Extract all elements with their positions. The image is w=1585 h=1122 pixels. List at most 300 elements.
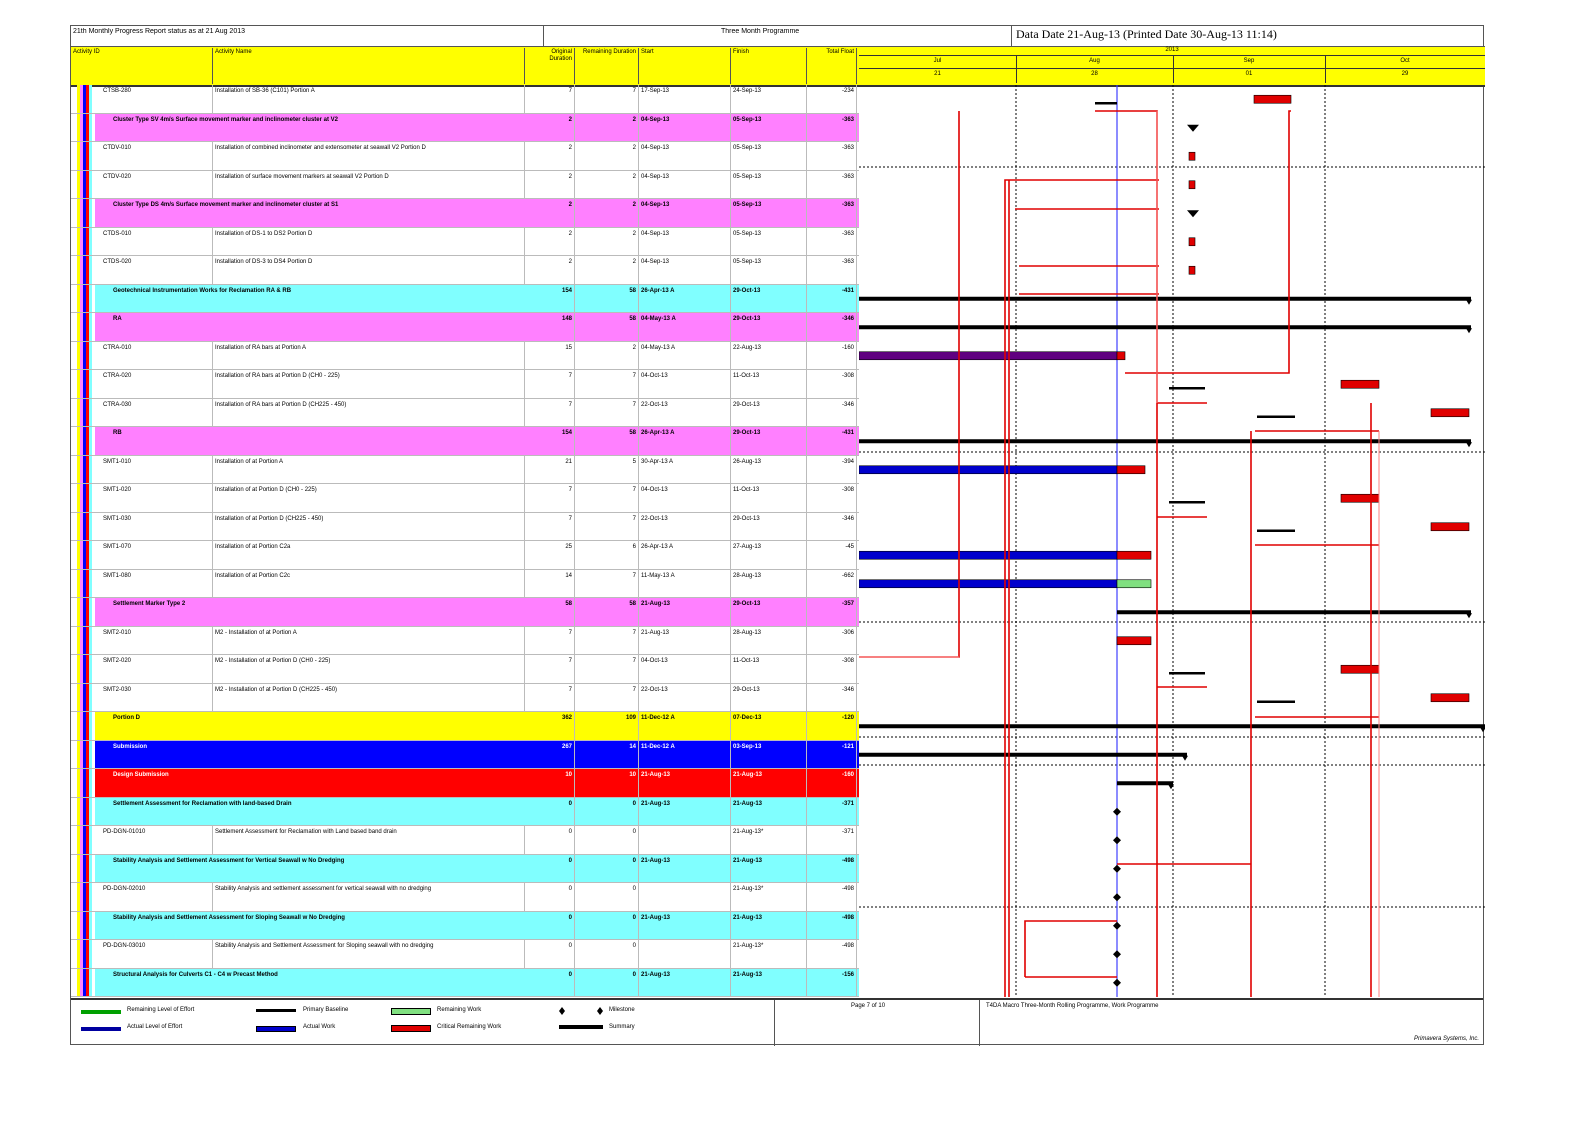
wbs-row[interactable] [71,769,859,798]
col-start[interactable]: Start [639,48,731,84]
cell-id: SMT2-030 [101,684,213,712]
cell-start: 11-May-13 A [639,570,731,598]
critical-bar [1341,494,1379,502]
cell-start: 04-Oct-13 [639,655,731,683]
cell-start: 04-Sep-13 [639,228,731,256]
actual-bar [859,352,1117,360]
activity-row[interactable] [71,484,859,513]
project-name: T4DA Macro Three-Month Rolling Programme, Work Programme [986,1003,1159,1009]
cell-name: Installation of at Portion C2a [213,541,525,569]
cell-start: 26-Apr-13 A [639,427,731,455]
activity-row[interactable] [71,655,859,684]
wbs-level-stripe [89,427,92,455]
cell-name: Cluster Type DS 4m/s Surface movement marker and inclinometer cluster at S1 [113,202,339,208]
wbs-level-stripe [89,342,92,370]
wbs-row[interactable] [71,798,859,827]
cell-tf: -308 [807,370,857,398]
activity-row[interactable] [71,541,859,570]
month-label: Jul [933,58,942,64]
wbs-level-stripe [89,85,92,113]
cell-tf: -346 [807,684,857,712]
cell-od: 362 [525,712,575,740]
cell-tf: -346 [807,313,857,341]
cell-name: Stability Analysis and Settlement Assessment for Sloping Seawall w No Dredging [113,914,345,921]
relationship-line [859,111,959,657]
wbs-level-stripe [89,855,92,883]
relationship-line [1125,111,1291,373]
wbs-level-stripe [89,627,92,655]
cell-id: SMT1-080 [101,570,213,598]
wbs-row[interactable] [71,114,859,143]
cell-start: 21-Aug-13 [639,769,731,797]
critical-bar [1189,181,1195,189]
cell-finish: 29-Oct-13 [731,313,807,341]
cell-id: CTDS-010 [101,228,213,256]
legend-actual-work: Actual Work [303,1024,336,1030]
cell-finish: 28-Aug-13 [731,627,807,655]
activity-row[interactable] [71,513,859,542]
cell-name: M2 - Installation of at Portion D (CH225 - 450) [213,684,525,712]
baseline-swatch [256,1009,296,1012]
critical-bar [1341,380,1379,388]
cell-name: Stability Analysis and Settlement Assessment for Vertical Seawall w No Dredging [113,857,345,864]
wbs-level-stripe [89,570,92,598]
activity-row[interactable] [71,256,859,285]
remaining-work-swatch [391,1008,431,1015]
cell-tf: -498 [807,912,857,940]
cell-finish: 27-Aug-13 [731,541,807,569]
cell-name: Installation of RA bars at Portion D (CH0 - 225) [213,370,525,398]
cell-finish: 28-Aug-13 [731,570,807,598]
cell-tf: -431 [807,285,857,313]
relationship-line [1025,921,1117,977]
month-label: Sep [1243,58,1255,64]
cell-od: 154 [525,427,575,455]
cell-name: Settlement Assessment for Reclamation with Land based band drain [213,826,525,854]
activity-row[interactable] [71,171,859,200]
cell-od: 148 [525,313,575,341]
cell-rd: 7 [575,399,639,427]
cell-rd: 0 [575,798,639,826]
activity-row[interactable] [71,684,859,713]
legend-remaining-loe: Remaining Level of Effort [127,1007,195,1013]
wbs-level-stripe [89,684,92,712]
cell-od: 10 [525,769,575,797]
cell-od: 2 [525,114,575,142]
critical-bar [1117,637,1151,645]
wbs-row[interactable] [71,598,859,627]
col-remaining-duration[interactable]: Remaining Duration [575,48,639,84]
cell-tf: -363 [807,142,857,170]
month-band [859,56,1485,69]
cell-start: 04-May-13 A [639,342,731,370]
remaining-loe-swatch [81,1010,121,1014]
month-separator [1016,56,1017,83]
cell-rd: 0 [575,912,639,940]
cell-rd: 58 [575,598,639,626]
cell-finish: 11-Oct-13 [731,484,807,512]
summary-swatch-icon [559,1025,603,1029]
cell-id: PD-DGN-02010 [101,883,213,911]
cell-start: 04-Sep-13 [639,171,731,199]
critical-bar [1431,523,1469,531]
cell-start: 22-Oct-13 [639,684,731,712]
cell-name: Installation of DS-3 to DS4 Portion D [213,256,525,284]
critical-bar [1431,409,1469,417]
cell-finish: 21-Aug-13* [731,826,807,854]
cell-od: 2 [525,142,575,170]
report-sheet [70,25,1484,1045]
footer-divider [774,1000,775,1046]
cell-id: CTRA-030 [101,399,213,427]
col-total-float[interactable]: Total Float [807,48,857,84]
summary-end-icon [1480,727,1485,732]
cell-name: Installation of at Portion A [213,456,525,484]
cell-start: 04-Sep-13 [639,199,731,227]
cell-tf: -394 [807,456,857,484]
cell-start: 04-Sep-13 [639,256,731,284]
activity-row[interactable] [71,826,859,855]
summary-end-icon [1466,613,1472,618]
summary-bar [859,753,1187,757]
relationship-line [1005,180,1019,997]
cell-rd: 2 [575,228,639,256]
cell-id: CTRA-010 [101,342,213,370]
milestone-icon [1187,210,1199,217]
summary-bar [859,297,1471,301]
cell-rd: 0 [575,855,639,883]
activity-row[interactable] [71,570,859,599]
week-label: 29 [1401,71,1409,77]
cell-tf: -371 [807,798,857,826]
cell-rd: 58 [575,313,639,341]
activity-row[interactable] [71,228,859,257]
cell-finish: 29-Oct-13 [731,285,807,313]
cell-tf: -363 [807,228,857,256]
cell-od: 267 [525,741,575,769]
summary-bar [1117,781,1173,785]
milestone-icon [1113,808,1121,816]
cell-tf: -357 [807,598,857,626]
wbs-level-stripe [89,456,92,484]
cell-finish: 05-Sep-13 [731,142,807,170]
cell-tf: -498 [807,883,857,911]
cell-rd: 7 [575,627,639,655]
activity-row[interactable] [71,940,859,969]
week-label: 28 [1091,71,1098,77]
wbs-level-stripe [89,399,92,427]
gantt-chart [859,85,1485,997]
legend-milestone: Milestone [609,1007,635,1013]
actual-loe-swatch [81,1027,121,1031]
cell-rd: 2 [575,342,639,370]
cell-od: 0 [525,969,575,997]
actual-work-swatch [256,1026,296,1032]
wbs-level-stripe [89,940,92,968]
cell-tf: -498 [807,855,857,883]
wbs-row[interactable] [71,427,859,456]
cell-rd: 5 [575,456,639,484]
col-original-duration[interactable]: Original Duration [525,48,575,84]
wbs-row[interactable] [71,313,859,342]
cell-tf: -121 [807,741,857,769]
legend-critical-remaining: Critical Remaining Work [437,1024,502,1030]
cell-od: 21 [525,456,575,484]
wbs-level-stripe [89,969,92,997]
cell-tf: -156 [807,969,857,997]
cell-name: Installation of at Portion D (CH0 - 225) [213,484,525,512]
cell-finish: 21-Aug-13* [731,883,807,911]
cell-rd: 2 [575,171,639,199]
activity-row[interactable] [71,627,859,656]
cell-tf: -160 [807,342,857,370]
cell-od: 0 [525,826,575,854]
header-divider [543,26,544,46]
month-label: Oct [1400,58,1410,64]
milestone-icon [1113,836,1121,844]
cell-start: 04-Oct-13 [639,370,731,398]
cell-id: PD-DGN-01010 [101,826,213,854]
cell-name: M2 - Installation of at Portion A [213,627,525,655]
cell-name: Installation of RA bars at Portion A [213,342,525,370]
cell-od: 15 [525,342,575,370]
wbs-level-stripe [89,655,92,683]
cell-finish: 21-Aug-13 [731,798,807,826]
wbs-row[interactable] [71,199,859,228]
wbs-level-stripe [89,912,92,940]
wbs-row[interactable] [71,969,859,998]
activity-row[interactable] [71,342,859,371]
wbs-level-stripe [89,313,92,341]
cell-start: 04-Sep-13 [639,142,731,170]
cell-finish: 21-Aug-13* [731,940,807,968]
cell-rd: 7 [575,570,639,598]
cell-start: 21-Aug-13 [639,969,731,997]
cell-finish: 24-Sep-13 [731,85,807,113]
cell-id: SMT1-020 [101,484,213,512]
critical-bar [1254,95,1291,103]
cell-finish: 29-Oct-13 [731,513,807,541]
cell-od: 7 [525,655,575,683]
header-divider [1011,26,1012,46]
cell-od: 58 [525,598,575,626]
cell-finish: 22-Aug-13 [731,342,807,370]
cell-tf: -662 [807,570,857,598]
cell-od: 0 [525,798,575,826]
cell-start: 11-Dec-12 A [639,712,731,740]
critical-bar [1189,238,1195,246]
cell-finish: 07-Dec-13 [731,712,807,740]
cell-od: 2 [525,228,575,256]
cell-tf: -308 [807,484,857,512]
summary-end-icon [1466,328,1472,333]
wbs-level-stripe [89,712,92,740]
cell-start: 04-Oct-13 [639,484,731,512]
cell-rd: 2 [575,114,639,142]
cell-tf: -120 [807,712,857,740]
wbs-row[interactable] [71,285,859,314]
column-header [71,46,859,87]
critical-bar [1341,665,1379,673]
wbs-level-stripe [89,171,92,199]
critical-bar [1189,152,1195,160]
cell-rd: 58 [575,285,639,313]
cell-start: 21-Aug-13 [639,855,731,883]
wbs-level-stripe [89,484,92,512]
cell-start: 21-Aug-13 [639,627,731,655]
wbs-level-stripe [89,199,92,227]
legend-summary: Summary [609,1024,635,1030]
cell-finish: 21-Aug-13 [731,855,807,883]
cell-id: SMT2-020 [101,655,213,683]
wbs-row[interactable] [71,712,859,741]
col-activity-id[interactable]: Activity ID [71,48,213,84]
milestone-swatch-icon [559,1007,565,1015]
cell-start: 21-Aug-13 [639,912,731,940]
cell-id: CTDV-010 [101,142,213,170]
cell-od: 0 [525,940,575,968]
month-separator [1325,56,1326,83]
cell-name: RB [113,430,122,436]
cell-name: Stability Analysis and settlement assessment for vertical seawall with no dredging [213,883,525,911]
cell-name: RA [113,316,122,322]
summary-bar [1117,610,1471,614]
cell-finish: 29-Oct-13 [731,684,807,712]
summary-end-icon [1466,300,1472,305]
legend-actual-loe: Actual Level of Effort [127,1024,183,1030]
wbs-row[interactable] [71,741,859,770]
wbs-level-stripe [89,285,92,313]
actual-bar [859,580,1117,588]
cell-start: 17-Sep-13 [639,85,731,113]
cell-name: Installation of at Portion C2c [213,570,525,598]
page-number: Page 7 of 10 [851,1003,886,1009]
cell-od: 2 [525,171,575,199]
cell-name: Structural Analysis for Culverts C1 - C4 w Precast Method [113,971,278,978]
year-label: 2013 [1165,47,1179,53]
cell-name: Portion D [113,715,140,721]
cell-finish: 05-Sep-13 [731,199,807,227]
wbs-level-stripe [89,541,92,569]
week-band [859,69,1485,83]
col-activity-name[interactable]: Activity Name [213,48,525,84]
cell-start: 30-Apr-13 A [639,456,731,484]
cell-id: SMT2-010 [101,627,213,655]
cell-rd: 7 [575,513,639,541]
cell-finish: 05-Sep-13 [731,228,807,256]
cell-finish: 03-Sep-13 [731,741,807,769]
wbs-level-stripe [89,513,92,541]
vendor-credit: Primavera Systems, Inc. [1413,1036,1479,1042]
cell-id: CTDS-020 [101,256,213,284]
wbs-row[interactable] [71,855,859,884]
cell-tf: -431 [807,427,857,455]
wbs-level-stripe [89,798,92,826]
cell-od: 0 [525,883,575,911]
cell-finish: 29-Oct-13 [731,399,807,427]
timescale-header [859,46,1485,87]
milestone-icon [1113,922,1121,930]
cell-tf: -363 [807,199,857,227]
cell-name: Installation of RA bars at Portion D (CH225 - 450) [213,399,525,427]
activity-row[interactable] [71,883,859,912]
cell-start [639,883,731,911]
cell-od: 7 [525,484,575,512]
col-finish[interactable]: Finish [731,48,807,84]
cell-id: CTRA-020 [101,370,213,398]
cell-id: PD-DGN-03010 [101,940,213,968]
cell-od: 7 [525,627,575,655]
cell-tf: -363 [807,171,857,199]
cell-id: SMT1-070 [101,541,213,569]
cell-start: 11-Dec-12 A [639,741,731,769]
wbs-row[interactable] [71,912,859,941]
cell-finish: 05-Sep-13 [731,114,807,142]
actual-bar [859,466,1117,474]
cell-rd: 0 [575,826,639,854]
legend-remaining-work: Remaining Work [437,1007,482,1013]
cell-finish: 11-Oct-13 [731,370,807,398]
cell-tf: -498 [807,940,857,968]
cell-start: 04-May-13 A [639,313,731,341]
cell-od: 7 [525,513,575,541]
cell-start [639,826,731,854]
wbs-level-stripe [89,114,92,142]
cell-start [639,940,731,968]
cell-finish: 21-Aug-13 [731,769,807,797]
cell-od: 2 [525,199,575,227]
milestone-icon [1113,979,1121,987]
legend-primary-baseline: Primary Baseline [303,1007,349,1013]
cell-tf: -346 [807,399,857,427]
footer [71,998,1483,1046]
cell-rd: 7 [575,370,639,398]
activity-row[interactable] [71,399,859,428]
critical-bar [1117,466,1145,474]
summary-bar [859,325,1471,329]
cell-od: 0 [525,855,575,883]
wbs-level-stripe [89,598,92,626]
activity-row[interactable] [71,142,859,171]
cell-finish: 05-Sep-13 [731,171,807,199]
summary-end-icon [1182,756,1188,761]
wbs-level-stripe [89,228,92,256]
cell-od: 0 [525,912,575,940]
activity-row[interactable] [71,456,859,485]
cell-name: Settlement Assessment for Reclamation with land-based Drain [113,800,292,807]
cell-id: SMT1-030 [101,513,213,541]
cell-tf: -160 [807,769,857,797]
cell-od: 154 [525,285,575,313]
milestone-icon [1113,950,1121,958]
activity-row[interactable] [71,370,859,399]
cell-start: 26-Apr-13 A [639,541,731,569]
cell-rd: 2 [575,142,639,170]
milestone-swatch-icon [597,1007,603,1015]
cell-rd: 7 [575,484,639,512]
wbs-level-stripe [89,826,92,854]
cell-od: 7 [525,399,575,427]
cell-name: Installation of at Portion D (CH225 - 450) [213,513,525,541]
cell-start: 22-Oct-13 [639,513,731,541]
cell-rd: 0 [575,969,639,997]
cell-name: Design Submission [113,772,169,778]
summary-end-icon [1466,442,1472,447]
cell-od: 7 [525,684,575,712]
activity-row[interactable] [71,85,859,114]
cell-finish: 29-Oct-13 [731,598,807,626]
cell-tf: -363 [807,114,857,142]
